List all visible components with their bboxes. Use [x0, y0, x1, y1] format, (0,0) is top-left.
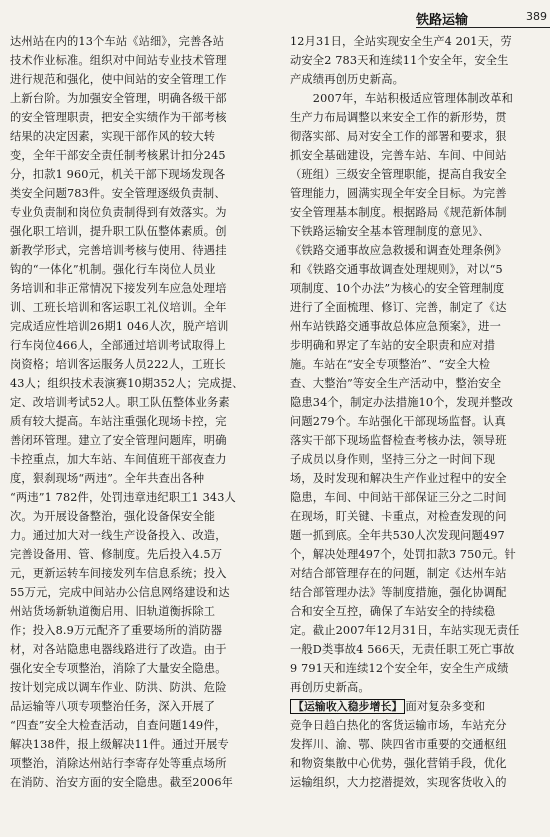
subheading-box: 【运输收入稳步增长】 [290, 699, 405, 714]
text-line: 在现场，盯关键、卡重点，对检查发现的问 [290, 510, 507, 523]
text-line: 专业负责制和岗位负责制得到有效落实。为 [10, 206, 227, 219]
text-line: 竞争日趋白热化的客货运输市场，车站充分 [290, 719, 507, 732]
text-line: 州站货场新轨道衡启用、旧轨道衡拆除工 [10, 605, 216, 618]
text-line: “两违”1 782件，处罚违章违纪职工1 343人 [10, 491, 236, 504]
text-line: 训、工班长培训和客运职工礼仪培训。全年 [10, 301, 227, 314]
text-line: 次。为开展设备整治，强化设备保安全能 [10, 510, 216, 523]
text-line: “四查”安全大检查活动，自查问题149件， [10, 719, 227, 732]
page-number: 389 [526, 10, 547, 23]
text-line: 合和安全互控，确保了车站安全的持续稳 [290, 605, 496, 618]
right-column [290, 32, 542, 792]
text-line: 步明确和界定了车站的安全职责和应对措 [290, 339, 496, 352]
text-line: （班组）三级安全管理职能，提高自我安全 [290, 168, 507, 181]
text-line: 在消防、治安方面的安全隐患。截至2006年 [10, 776, 234, 789]
text-line: 43人；组织技术表演赛10期352人；完成提、 [10, 377, 244, 390]
text-line: 品运输等八项专项整治任务，深入开展了 [10, 700, 216, 713]
text-line: 定。截止2007年12月31日，车站实现无责任 [290, 624, 520, 637]
text-line: 抓安全基础建设，完善车站、车间、中间站 [290, 149, 507, 162]
text-line: 岗资格；培训客运服务人员222人，工班长 [10, 358, 226, 371]
page-header [0, 0, 550, 34]
text-line: 卡控重点，加大车站、车间值班干部夜查力 [10, 453, 227, 466]
text-line: 查、大整治”等安全生产活动中，整治安全 [290, 377, 502, 390]
text-line: 按计划完成以调车作业、防洪、防洪、危险 [10, 681, 227, 694]
text-line: 9 791天和连续12个安全年，安全生产成绩 [290, 662, 509, 675]
text-line: 类安全问题783件。安全管理逐级负责制、 [10, 187, 226, 200]
text-line: 务培训和非正常情况下接发列车应急处理培 [10, 282, 227, 295]
header-rule [416, 27, 550, 28]
text-line: 力。通过加大对一线生产设备投入、改造， [10, 529, 227, 542]
text-line: 质有较大提高。车站注重强化现场卡控，完 [10, 415, 227, 428]
text-line: 【运输收入稳步增长】 面对复杂多变和 [290, 697, 542, 716]
text-line: 技术作业标准。组织对中间站专业技术管理 [10, 54, 227, 67]
text-line: 进行规范和强化，使中间站的安全管理工作 [10, 73, 227, 86]
text-line: 下铁路运输安全基本管理制度的意见》、 [290, 225, 490, 238]
text-line: 管理能力，圆满实现全年安全目标。为完善 [290, 187, 507, 200]
text-line: 完善设备用、管、修制度。先后投入4.5万 [10, 548, 223, 561]
text-line: 12月31日，全站实现安全生产4 201天，劳 [290, 35, 512, 48]
section-title: 铁路运输 [416, 13, 469, 28]
text-line: 施。车站在“安全专项整治”、“安全大检 [290, 358, 491, 371]
text-line: 定、改培训考试52人。职工队伍整体业务素 [10, 396, 230, 409]
text-line: 结合部管理办法》等制度措施，强化协调配 [290, 586, 507, 599]
text-line: 强化职工培训，提升职工队伍整体素质。创 [10, 225, 227, 238]
text-line: 上新台阶。为加强安全管理，明确各级干部 [10, 92, 227, 105]
text-line: 项整治，消除达州站行李寄存处等重点场所 [10, 757, 227, 770]
text-line: 对结合部管理存在的问题，制定《达州车站 [290, 567, 507, 580]
text-line: 变，全年干部安全责任制考核累计扣分245 [10, 149, 226, 162]
text-line: 场，及时发现和解决生产作业过程中的安全 [290, 472, 507, 485]
text-line: 个，解决处理497个，处罚扣款3 750元。针 [290, 548, 516, 561]
text-line: 材，对各站隐患电器线路进行了改造。由于 [10, 643, 227, 656]
text-line: 达州站在内的13个车站《站细》，完善各站 [10, 35, 225, 48]
text-line: 的安全管理职责，把安全实绩作为干部考核 [10, 111, 227, 124]
text-line: 问题279个。车站强化干部现场监督。认真 [290, 415, 506, 428]
text-line: 结果的决定因素，实现干部作风的较大转 [10, 130, 216, 143]
text-line: 彻落实部、局对安全工作的部署和要求，狠 [290, 130, 507, 143]
text-line: 解决138件，报上级解决11件。通过开展专 [10, 738, 229, 751]
text-line: 项制度、10个办法”为核心的安全管理制度 [290, 282, 505, 295]
text-line: 完成适应性培训26期1 046人次，脱产培训 [10, 320, 229, 333]
text-line: 再创历史新高。 [290, 681, 370, 694]
text-line: 一般D类事故4 566天，无责任职工死亡事故 [290, 643, 515, 656]
text-line: 题一抓到底。全年共530人次发现问题497 [290, 529, 505, 542]
text-line: 动安全2 783天和连续11个安全年，安全生 [290, 54, 509, 67]
text-line: 度，狠刹现场“两违”。全年共查出各种 [10, 472, 205, 485]
text-line: 和物资集散中心优势，强化营销手段，优化 [290, 757, 507, 770]
text-line: 隐患34个，制定办法措施10个，发现并整改 [290, 396, 514, 409]
text-line: 隐患，车间、中间站干部保证三分之二时间 [290, 491, 507, 504]
text-line: 元，更新运转车间接发列车信息系统；投入 [10, 567, 227, 580]
text-line: 安全管理基本制度。根据路局《规范新体制 [290, 206, 507, 219]
text-line: 产成绩再创历史新高。 [290, 73, 405, 86]
text-line: 强化安全专项整治，消除了大量安全隐患。 [10, 662, 227, 675]
text-line: 《铁路交通事故应急救援和调查处理条例》 [290, 244, 507, 257]
text-line: 作；投入8.9万元配齐了重要场所的消防器 [10, 624, 223, 637]
text-line: 子成员以身作则，坚持三分之一时间下现 [290, 453, 496, 466]
text-line: 行车岗位466人，全部通过培训考试取得上 [10, 339, 226, 352]
text-line: 进行了全面梳理、修订、完善，制定了《达 [290, 301, 507, 314]
text-line: 落实干部下现场监督检查考核办法，领导班 [290, 434, 507, 447]
text-line: 钩的“一体化”机制。强化行车岗位人员业 [10, 263, 216, 276]
text-line: 2007年，车站积极适应管理体制改革和 [290, 92, 514, 105]
text-line: 新教学形式，完善培训考核与使用、待遇挂 [10, 244, 227, 257]
text-line: 善闭环管理。建立了安全管理问题库，明确 [10, 434, 227, 447]
text-line: 运输组织，大力挖潜提效，实现客货收入的 [290, 776, 507, 789]
text-line: 州车站铁路交通事故总体应急预案》，进一 [290, 320, 501, 333]
text-line: 和《铁路交通事故调查处理规则》，对以“5 [290, 263, 503, 276]
left-column [10, 32, 272, 792]
text-line: 发挥川、渝、鄂、陕四省市重要的交通枢纽 [290, 738, 507, 751]
text-line: 55万元，完成中间站办公信息网络建设和达 [10, 586, 230, 599]
text-line: 生产力布局调整以来安全工作的新形势，贯 [290, 111, 507, 124]
text-line: 分，扣款1 960元，机关干部下现场发现各 [10, 168, 226, 181]
